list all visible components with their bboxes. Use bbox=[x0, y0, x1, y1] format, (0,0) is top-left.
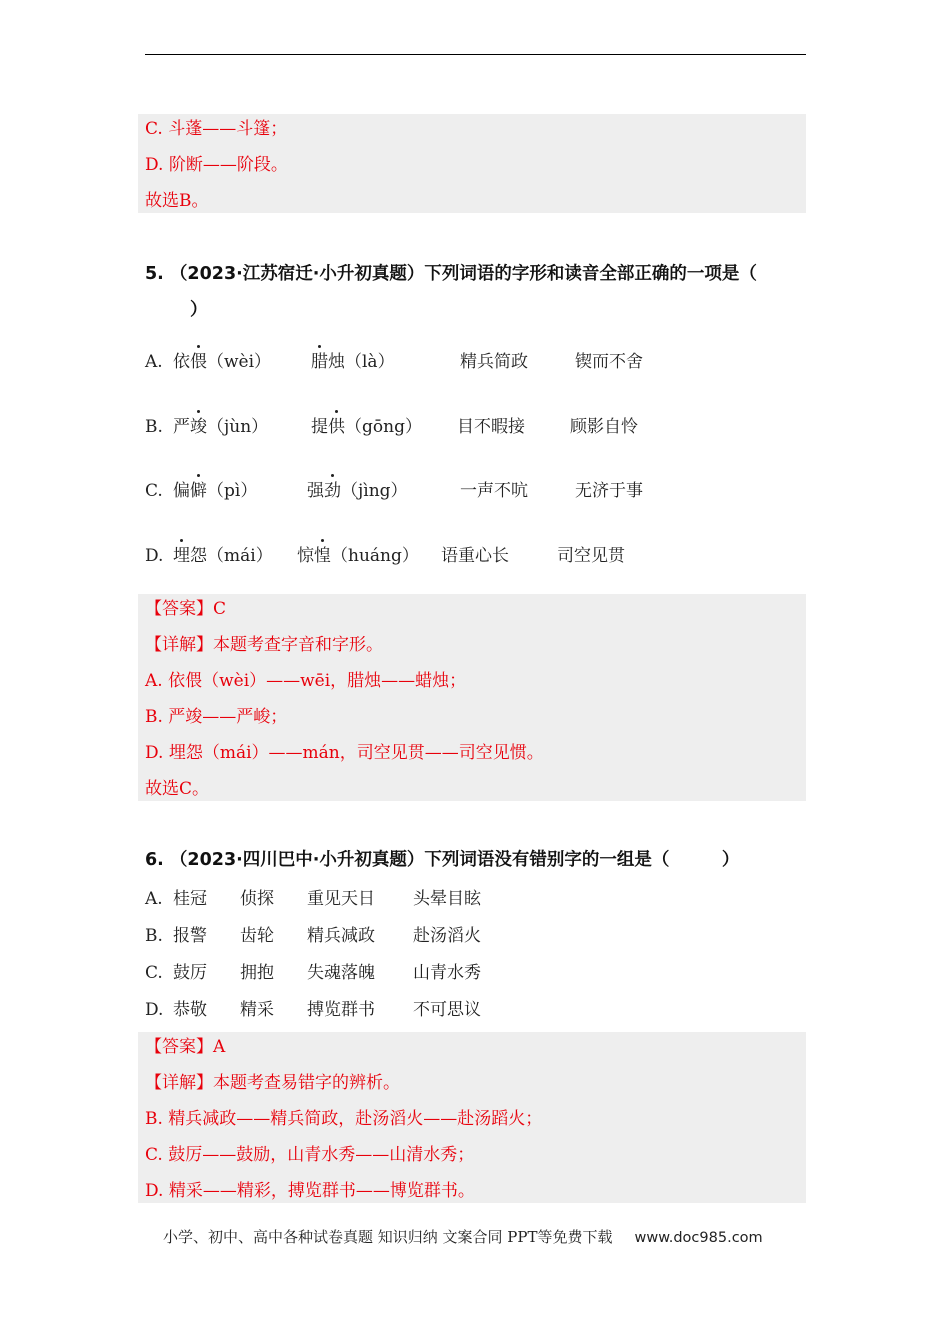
q6-explain-line: D. 精采——精彩，搏览群书——博览群书。 bbox=[145, 1181, 475, 1201]
q5-option-c-word4: 无济于事 bbox=[575, 481, 643, 501]
q5-explain-line: 故选C。 bbox=[145, 779, 210, 799]
q5-option-b-word1: 严竣（jùn） bbox=[173, 417, 269, 437]
question-5-stem: 5. （2023·江苏宿迁·小升初真题）下列词语的字形和读音全部正确的一项是（ bbox=[145, 264, 757, 284]
q6-option-b-word: 报警 bbox=[173, 926, 207, 946]
q6-option-d-label: D. bbox=[145, 1000, 164, 1020]
q5-option-b-label: B. bbox=[145, 417, 163, 437]
q6-explain-line: C. 鼓厉——鼓励，山青水秀——山清水秀； bbox=[145, 1145, 475, 1165]
q5-option-a-word4: 锲而不舍 bbox=[575, 352, 643, 372]
q6-option-c-word: 拥抱 bbox=[240, 963, 274, 983]
q6-option-d-word: 不可思议 bbox=[413, 1000, 481, 1020]
q6-option-c-word: 失魂落魄 bbox=[307, 963, 375, 983]
q6-explain-line: B. 精兵减政——精兵简政，赴汤滔火——赴汤蹈火； bbox=[145, 1109, 543, 1129]
dotted-char: 埋 bbox=[173, 546, 190, 566]
answer-line: 故选B。 bbox=[145, 191, 209, 211]
q6-option-d-word: 精采 bbox=[240, 1000, 274, 1020]
q6-answer: 【答案】A bbox=[145, 1037, 226, 1057]
dotted-char: 腊 bbox=[311, 352, 328, 372]
q6-option-d-word: 恭敬 bbox=[173, 1000, 207, 1020]
q6-option-b-word: 精兵减政 bbox=[307, 926, 375, 946]
q5-option-a-word3: 精兵简政 bbox=[460, 352, 528, 372]
question-6-stem: 6. （2023·四川巴中·小升初真题）下列词语没有错别字的一组是（ ） bbox=[145, 850, 740, 870]
q6-option-a-word: 桂冠 bbox=[173, 889, 207, 909]
q5-option-c-word1: 偏僻（pì） bbox=[173, 481, 258, 501]
dotted-char: 劲 bbox=[324, 481, 341, 501]
q5-option-c-label: C. bbox=[145, 481, 163, 501]
q5-option-a-word2: 腊烛（là） bbox=[311, 352, 395, 372]
dotted-char: 惶 bbox=[314, 546, 331, 566]
q6-option-c-word: 山青水秀 bbox=[413, 963, 481, 983]
q6-option-a-word: 重见天日 bbox=[307, 889, 375, 909]
q6-option-a-label: A. bbox=[145, 889, 163, 909]
q5-option-d-word3: 语重心长 bbox=[441, 546, 509, 566]
q5-explain-line: D. 埋怨（mái）——mán，司空见贯——司空见惯。 bbox=[145, 743, 544, 763]
q6-option-a-word: 侦探 bbox=[240, 889, 274, 909]
dotted-char: 供 bbox=[328, 417, 345, 437]
q5-option-a-label: A. bbox=[145, 352, 163, 372]
q5-option-d-word2: 惊惶（huáng） bbox=[297, 546, 419, 566]
q5-explain-line: B. 严竣——严峻； bbox=[145, 707, 288, 727]
q5-option-d-word4: 司空见贯 bbox=[557, 546, 625, 566]
q6-option-d-word: 搏览群书 bbox=[307, 1000, 375, 1020]
footer-url[interactable]: www.doc985.com bbox=[634, 1230, 763, 1246]
answer-line: D. 阶断——阶段。 bbox=[145, 155, 288, 175]
q6-option-b-word: 赴汤滔火 bbox=[413, 926, 481, 946]
q5-option-d-word1: 埋怨（mái） bbox=[173, 546, 273, 566]
q6-option-c-label: C. bbox=[145, 963, 163, 983]
answer-box-q5 bbox=[138, 594, 806, 801]
q6-option-b-word: 齿轮 bbox=[240, 926, 274, 946]
q6-option-a-word: 头晕目眩 bbox=[413, 889, 481, 909]
q5-option-c-word2: 强劲（jìng） bbox=[307, 481, 408, 501]
q6-detail: 【详解】本题考查易错字的辨析。 bbox=[145, 1073, 400, 1093]
footer-text: 小学、初中、高中各种试卷真题 知识归纳 文案合同 PPT等免费下载 bbox=[163, 1228, 613, 1246]
q5-option-b-word4: 顾影自怜 bbox=[570, 417, 638, 437]
dotted-char: 竣 bbox=[190, 417, 207, 437]
dotted-char: 僻 bbox=[190, 481, 207, 501]
q5-explain-line: A. 依偎（wèi）——wēi，腊烛——蜡烛； bbox=[145, 671, 467, 691]
q5-option-a-word1: 依偎（wèi） bbox=[173, 352, 272, 372]
page-footer bbox=[163, 1226, 763, 1247]
q6-option-c-word: 鼓厉 bbox=[173, 963, 207, 983]
q5-option-b-word2: 提供（gōng） bbox=[311, 417, 422, 437]
dotted-char: 偎 bbox=[190, 352, 207, 372]
q5-option-b-word3: 目不暇接 bbox=[457, 417, 525, 437]
q5-detail: 【详解】本题考查字音和字形。 bbox=[145, 635, 383, 655]
q6-option-b-label: B. bbox=[145, 926, 163, 946]
q5-answer: 【答案】C bbox=[145, 599, 227, 619]
header-rule bbox=[145, 54, 806, 55]
question-5-stem-end: ） bbox=[190, 300, 208, 320]
answer-line: C. 斗蓬——斗篷； bbox=[145, 119, 288, 139]
q5-option-c-word3: 一声不吭 bbox=[460, 481, 528, 501]
q5-option-d-label: D. bbox=[145, 546, 164, 566]
